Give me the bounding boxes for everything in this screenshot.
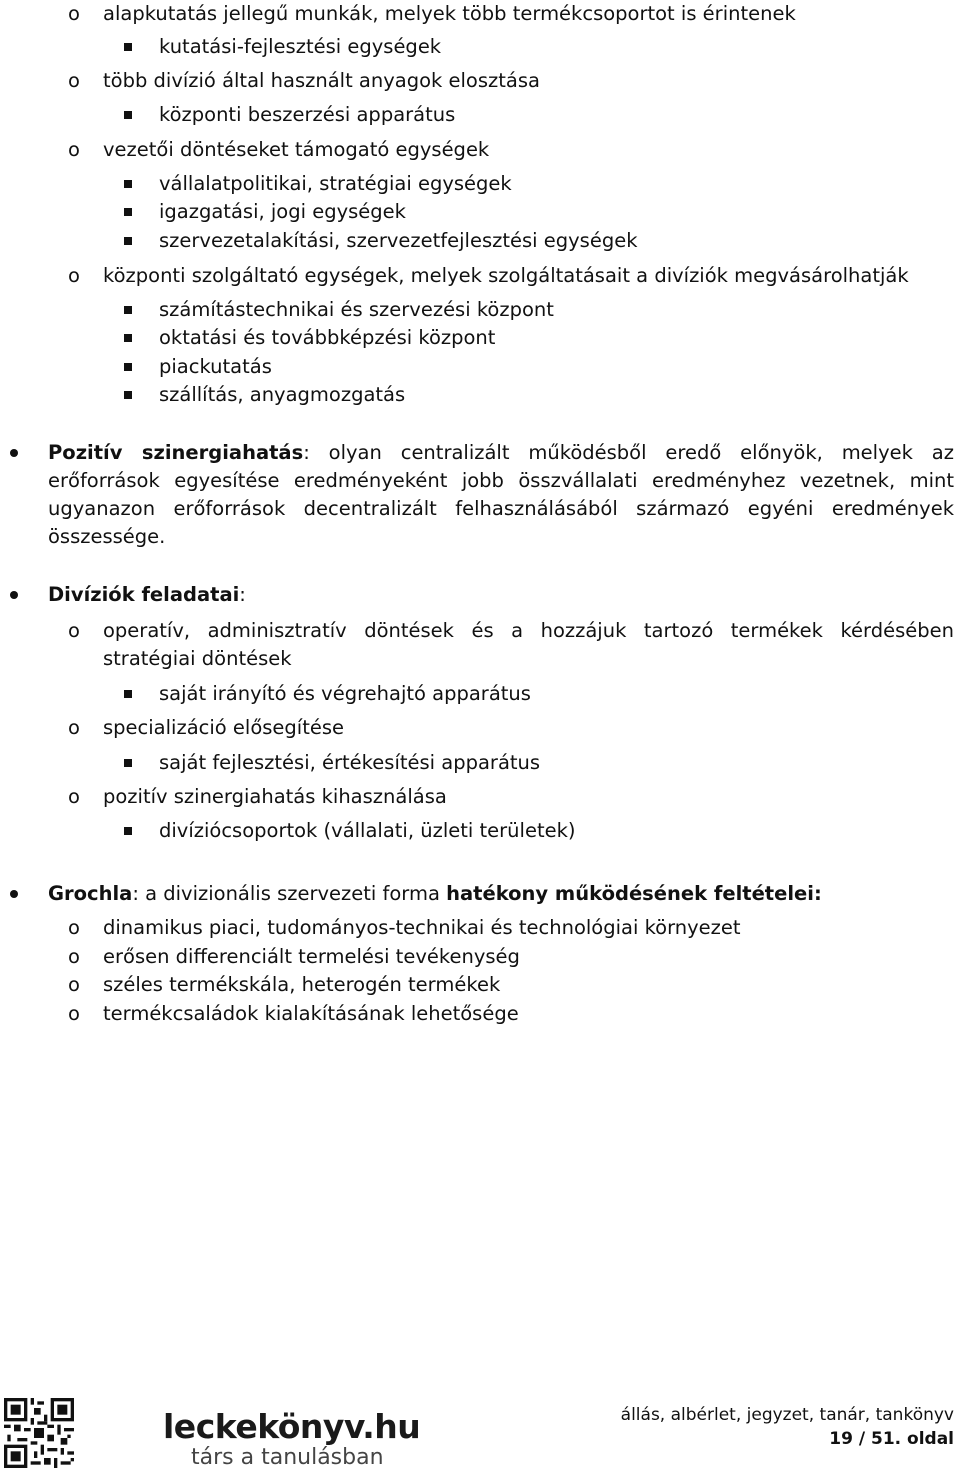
square-bullet-icon bbox=[124, 111, 132, 119]
square-bullet-icon bbox=[124, 208, 132, 216]
circle-bullet-icon: o bbox=[68, 69, 80, 92]
list-item: központi beszerzési apparátus bbox=[159, 103, 456, 126]
circle-bullet-icon: o bbox=[68, 264, 80, 287]
list-item: divíziócsoportok (vállalati, üzleti területek) bbox=[159, 819, 576, 842]
circle-bullet-icon: o bbox=[68, 2, 80, 25]
list-item: saját irányító és végrehajtó apparátus bbox=[159, 682, 531, 705]
page-number: 19 / 51. oldal bbox=[829, 1429, 954, 1449]
divisions-heading bbox=[48, 583, 246, 607]
grochla-term: Grochla bbox=[48, 882, 133, 905]
list-item: számítástechnikai és szervezési központ bbox=[159, 298, 554, 321]
square-bullet-icon bbox=[124, 363, 132, 371]
list-item: több divízió által használt anyagok elosztása bbox=[103, 69, 540, 92]
list-item: igazgatási, jogi egységek bbox=[159, 200, 406, 223]
square-bullet-icon bbox=[124, 306, 132, 314]
square-bullet-icon bbox=[124, 237, 132, 245]
circle-bullet-icon: o bbox=[68, 973, 80, 996]
list-item: specializáció elősegítése bbox=[103, 716, 345, 739]
square-bullet-icon bbox=[124, 759, 132, 767]
circle-bullet-icon: o bbox=[68, 1002, 80, 1025]
divisions-term: Divíziók feladatai bbox=[48, 583, 240, 606]
square-bullet-icon bbox=[124, 391, 132, 399]
list-item: vállalatpolitikai, stratégiai egységek bbox=[159, 172, 512, 195]
synergy-paragraph bbox=[48, 439, 954, 551]
grochla-middle: : a divizionális szervezeti forma bbox=[132, 882, 447, 905]
round-bullet-icon bbox=[10, 890, 18, 898]
circle-bullet-icon: o bbox=[68, 619, 80, 642]
synergy-term: Pozitív szinergiahatás bbox=[48, 441, 304, 464]
list-item: saját fejlesztési, értékesítési apparátus bbox=[159, 751, 541, 774]
round-bullet-icon bbox=[10, 449, 18, 457]
square-bullet-icon bbox=[124, 334, 132, 342]
circle-bullet-icon: o bbox=[68, 916, 80, 939]
square-bullet-icon bbox=[124, 43, 132, 51]
circle-bullet-icon: o bbox=[68, 138, 80, 161]
circle-bullet-icon: o bbox=[68, 785, 80, 808]
divisions-suffix: : bbox=[239, 583, 246, 606]
round-bullet-icon bbox=[10, 591, 18, 599]
square-bullet-icon bbox=[124, 827, 132, 835]
list-item: alapkutatás jellegű munkák, melyek több termékcsoportot is érintenek bbox=[103, 2, 796, 25]
square-bullet-icon bbox=[124, 180, 132, 188]
list-item: központi szolgáltató egységek, melyek szolgáltatásait a divíziók megvásárolhatják bbox=[103, 264, 909, 287]
list-item: kutatási-fejlesztési egységek bbox=[159, 35, 442, 58]
list-item: szervezetalakítási, szervezetfejlesztési egységek bbox=[159, 229, 638, 252]
list-item: termékcsaládok kialakításának lehetősége bbox=[103, 1002, 519, 1025]
list-item: oktatási és továbbképzési központ bbox=[159, 326, 496, 349]
list-item: erősen differenciált termelési tevékenység bbox=[103, 945, 520, 968]
grochla-bold-end: hatékony működésének feltételei: bbox=[446, 882, 822, 905]
list-item: pozitív szinergiahatás kihasználása bbox=[103, 785, 447, 808]
square-bullet-icon bbox=[124, 690, 132, 698]
leckekonyv-logo[interactable] bbox=[163, 1409, 420, 1471]
circle-bullet-icon: o bbox=[68, 945, 80, 968]
synergy-text: : olyan centralizált működésből eredő előnyök, melyek az erőforrások egyesítése eredményeként jobb összvállalati eredményhez vezetnek, mint ugyanazon erőforrások decentralizált felhasználásából származó egyéni eredmények összessége. bbox=[48, 441, 954, 548]
list-item: piackutatás bbox=[159, 355, 272, 378]
logo-main-text: leckekönyv.hu bbox=[163, 1407, 421, 1446]
logo-tagline: társ a tanulásban bbox=[191, 1445, 384, 1470]
qr-code-icon bbox=[4, 1398, 74, 1468]
list-item: széles termékskála, heterogén termékek bbox=[103, 973, 501, 996]
footer-links: állás, albérlet, jegyzet, tanár, tankönyv bbox=[620, 1405, 954, 1425]
grochla-heading bbox=[48, 882, 822, 906]
list-item: dinamikus piaci, tudományos-technikai és technológiai környezet bbox=[103, 916, 741, 939]
list-item: operatív, adminisztratív döntések és a hozzájuk tartozó termékek kérdésében stratégiai döntések bbox=[103, 619, 954, 670]
list-item: vezetői döntéseket támogató egységek bbox=[103, 138, 490, 161]
list-item: szállítás, anyagmozgatás bbox=[159, 383, 406, 406]
circle-bullet-icon: o bbox=[68, 716, 80, 739]
